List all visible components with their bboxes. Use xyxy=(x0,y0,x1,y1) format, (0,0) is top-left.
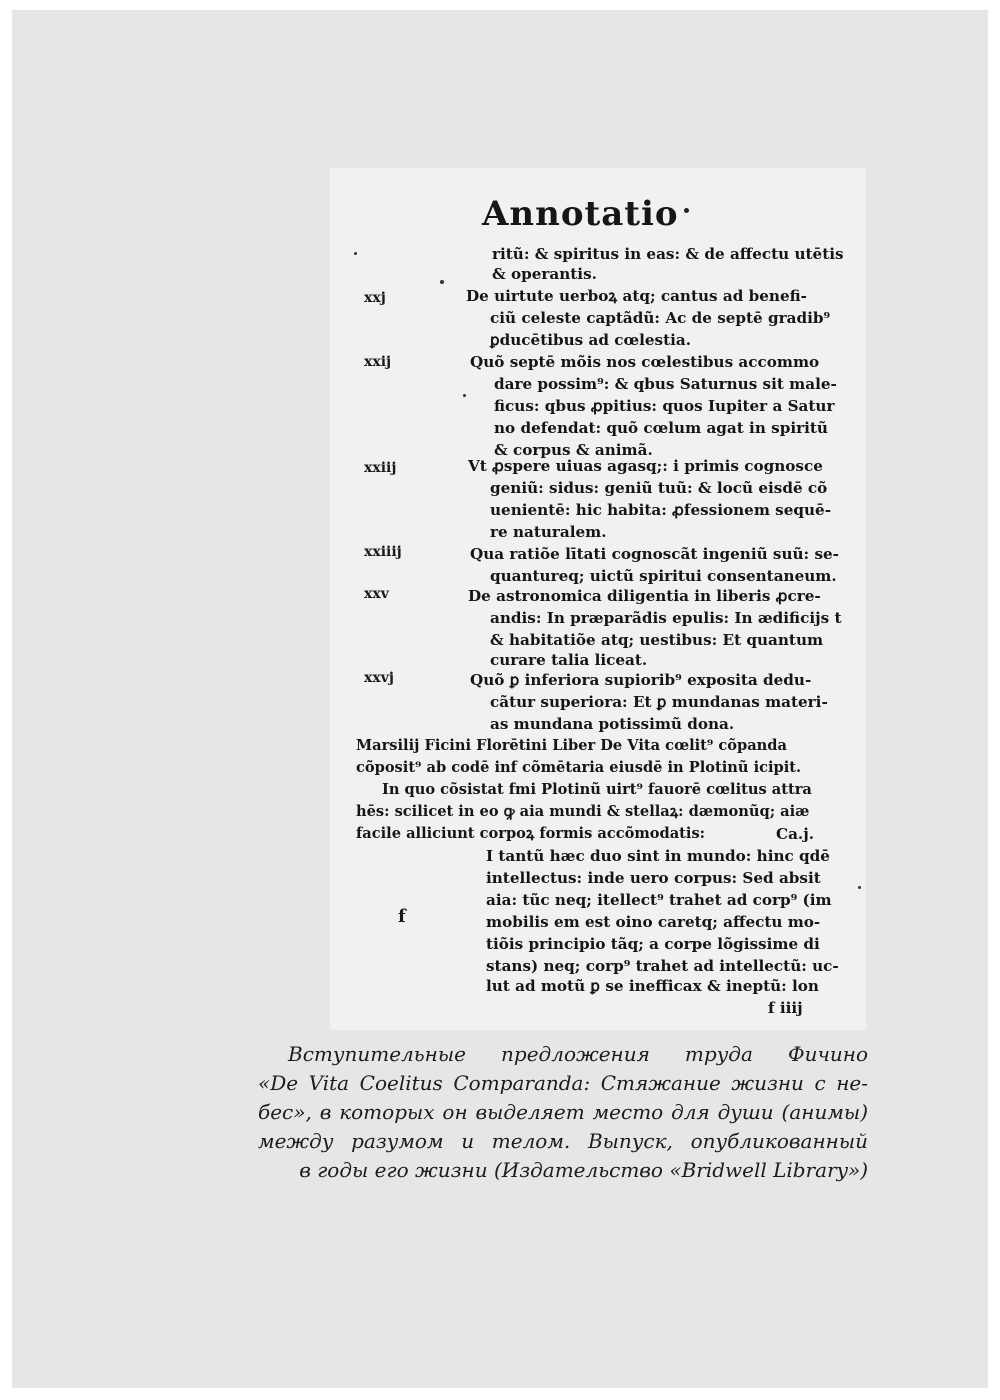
ink-speck xyxy=(354,252,357,255)
figure-caption xyxy=(258,1040,868,1185)
caption-line: Вступительные предложения труда Фичино xyxy=(288,1042,868,1066)
scan-line: facile alliciunt corpoꝝ formis accõmodatis: xyxy=(356,825,706,842)
scan-line: Quõ ꝑ inferiora supiorib⁹ exposita dedu- xyxy=(470,671,812,689)
scan-line: tiõis principio tãq; a corpe lõgissime di xyxy=(486,935,820,953)
entry-numeral: xxiij xyxy=(364,460,397,476)
caption-line: бес», в которых он выделяет место для души (анимы) xyxy=(258,1100,868,1124)
caption-line: «De Vita Coelitus Comparanda: Стяжание жизни с не- xyxy=(258,1071,868,1095)
scan-line: & operantis. xyxy=(492,265,597,283)
title-dot-mark xyxy=(684,208,689,213)
scan-line: mobilis em est oino caretq; affectu mo- xyxy=(486,913,821,931)
scan-line: dare possim⁹: & qbus Saturnus sit male- xyxy=(494,375,837,393)
scan-line: geniũ: sidus: geniũ tuũ: & locũ eisdē cõ xyxy=(490,479,828,497)
entry-numeral: xxv xyxy=(364,586,389,602)
scan-line: I tantũ hæc duo sint in mundo: hinc qdē xyxy=(486,847,830,865)
scan-line: re naturalem. xyxy=(490,523,607,541)
ink-speck xyxy=(858,886,861,889)
scan-line: as mundana potissimũ dona. xyxy=(490,715,735,733)
scan-line: ciũ celeste captãdũ: Ac de septē gradib⁹ xyxy=(490,309,831,327)
entry-numeral: xxij xyxy=(364,354,392,370)
ink-speck xyxy=(440,280,444,284)
scan-line: uenientē: hic habita: ꝓfessionem sequē- xyxy=(490,501,832,519)
page xyxy=(12,10,988,1388)
scan-line: ficus: qbus ꝓpitius: quos Iupiter a Satur xyxy=(494,397,835,415)
scan-line: & habitatiõe atq; uestibus: Et quantum xyxy=(490,631,824,649)
scan-line: curare talia liceat. xyxy=(490,651,648,669)
scan-line: ꝑducētibus ad cœlestia. xyxy=(490,331,691,349)
manuscript-scan xyxy=(330,168,866,1030)
scan-title: Annotatio xyxy=(482,194,679,234)
scan-line: De uirtute uerboꝝ atq; cantus ad benefi- xyxy=(466,287,807,305)
scan-line: hēs: scilicet in eo ꝙ aia mundi & stellaꝝ: dæmonũq; aiæ xyxy=(356,803,810,820)
scan-line: aia: tũc neq; itellect⁹ trahet ad corp⁹ (im xyxy=(486,891,832,909)
scan-line: Marsilij Ficini Florētini Liber De Vita cœlit⁹ cõpanda xyxy=(356,737,787,754)
scan-line: & corpus & animã. xyxy=(494,441,653,459)
scan-line: no defendat: quõ cœlum agat in spiritũ xyxy=(494,419,828,437)
scan-line: Vt ꝓspere uiuas agasq;: i primis cognosce xyxy=(468,457,823,475)
scan-line: Quõ septē mõis nos cœlestibus accommo xyxy=(470,353,820,371)
scan-line: stans) neq; corp⁹ trahet ad intellectũ: uc- xyxy=(486,957,839,975)
caption-line: в годы его жизни (Издательство «Bridwell Library») xyxy=(299,1158,868,1182)
ink-speck xyxy=(463,394,466,397)
entry-numeral: xxiiij xyxy=(364,544,402,560)
scan-line: cõposit⁹ ab codē inf cõmētaria eiusdē in Plotinũ icipit. xyxy=(356,759,802,776)
caption-line: между разумом и телом. Выпуск, опубликованный xyxy=(258,1129,868,1153)
entry-numeral: xxvj xyxy=(364,670,394,686)
entry-numeral: xxj xyxy=(364,290,386,306)
scan-line: ritũ: & spiritus in eas: & de affectu utētis xyxy=(492,245,844,263)
scan-line: cãtur superiora: Et ꝑ mundanas materi- xyxy=(490,693,828,711)
scan-line: Qua ratiõe lītati cognoscãt ingeniũ suũ: se- xyxy=(470,545,839,563)
scan-line: quantureq; uictũ spiritui consentaneum. xyxy=(490,567,837,585)
chapter-label: Ca.j. xyxy=(776,825,814,843)
scan-line: In quo cõsistat fmi Plotinũ uirt⁹ fauorē cœlitus attra xyxy=(382,781,812,798)
scan-line: lut ad motũ ꝑ se inefficax & ineptũ: lon xyxy=(486,977,819,995)
signature-footer: f iiij xyxy=(768,999,803,1017)
scan-line: andis: In præparãdis epulis: In ædificijs t xyxy=(490,609,842,627)
scan-line: intellectus: inde uero corpus: Sed absit xyxy=(486,869,821,887)
signature-mark: f xyxy=(398,906,406,927)
scan-line: De astronomica diligentia in liberis ꝓcre- xyxy=(468,587,821,605)
